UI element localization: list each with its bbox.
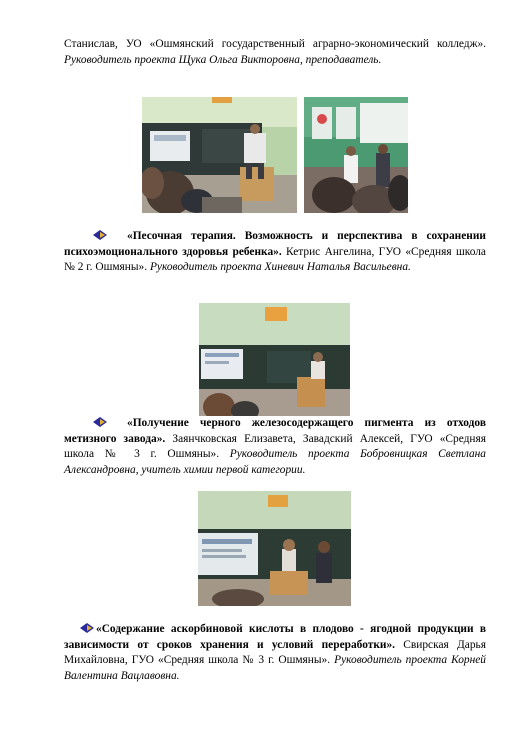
project-supervisor: Руководитель проекта Корней Валентина Вацлавовна. xyxy=(64,654,486,682)
intro-text: Станислав, УО «Ошмянский государственный аграрно-экономический колледж». xyxy=(64,38,486,50)
project-title: «Песочная терапия. Возможность и перспектива в сохранении психоэмоционального здоровья ребенка». xyxy=(64,230,486,258)
diamond-bullet-icon xyxy=(93,230,107,240)
project-authors: Кетрис Ангелина, ГУО «Средняя школа № 2 г. Ошмяны». xyxy=(64,245,486,273)
intro-supervisor: Руководитель проекта Щука Ольга Викторовна, преподаватель. xyxy=(64,53,382,66)
photo-two-speakers xyxy=(198,491,351,606)
project-title: «Получение черного железосодержащего пигмента из отходов метизного завода». xyxy=(64,417,486,445)
project-supervisor: Руководитель проекта Хиневич Наталья Васильевна. xyxy=(149,261,411,273)
project-supervisor: Руководитель проекта Бобровницкая Светлана Александровна, учитель химии первой категории. xyxy=(64,448,486,476)
project-item xyxy=(64,416,486,478)
intro-paragraph xyxy=(64,37,486,68)
project-authors: Свирская Дарья Михайловна, ГУО «Средняя школа № 3 г. Ошмяны». xyxy=(64,638,486,666)
project-authors: Заянчковская Елизавета, Завадский Алексей, ГУО «Средняя школа № 3 г. Ошмяны». xyxy=(64,432,486,460)
diamond-bullet-icon xyxy=(80,623,94,633)
project-title: «Содержание аскорбиновой кислоты в плодово - ягодной продукции в зависимости от сроков хранения и условий переработки». xyxy=(64,623,486,651)
photo-award-ceremony xyxy=(304,97,408,213)
project-item xyxy=(64,229,486,276)
project-item xyxy=(64,622,486,684)
photo-presentation-hall xyxy=(142,97,297,213)
diamond-bullet-icon xyxy=(93,417,107,427)
photo-speaker-at-podium xyxy=(199,303,350,416)
